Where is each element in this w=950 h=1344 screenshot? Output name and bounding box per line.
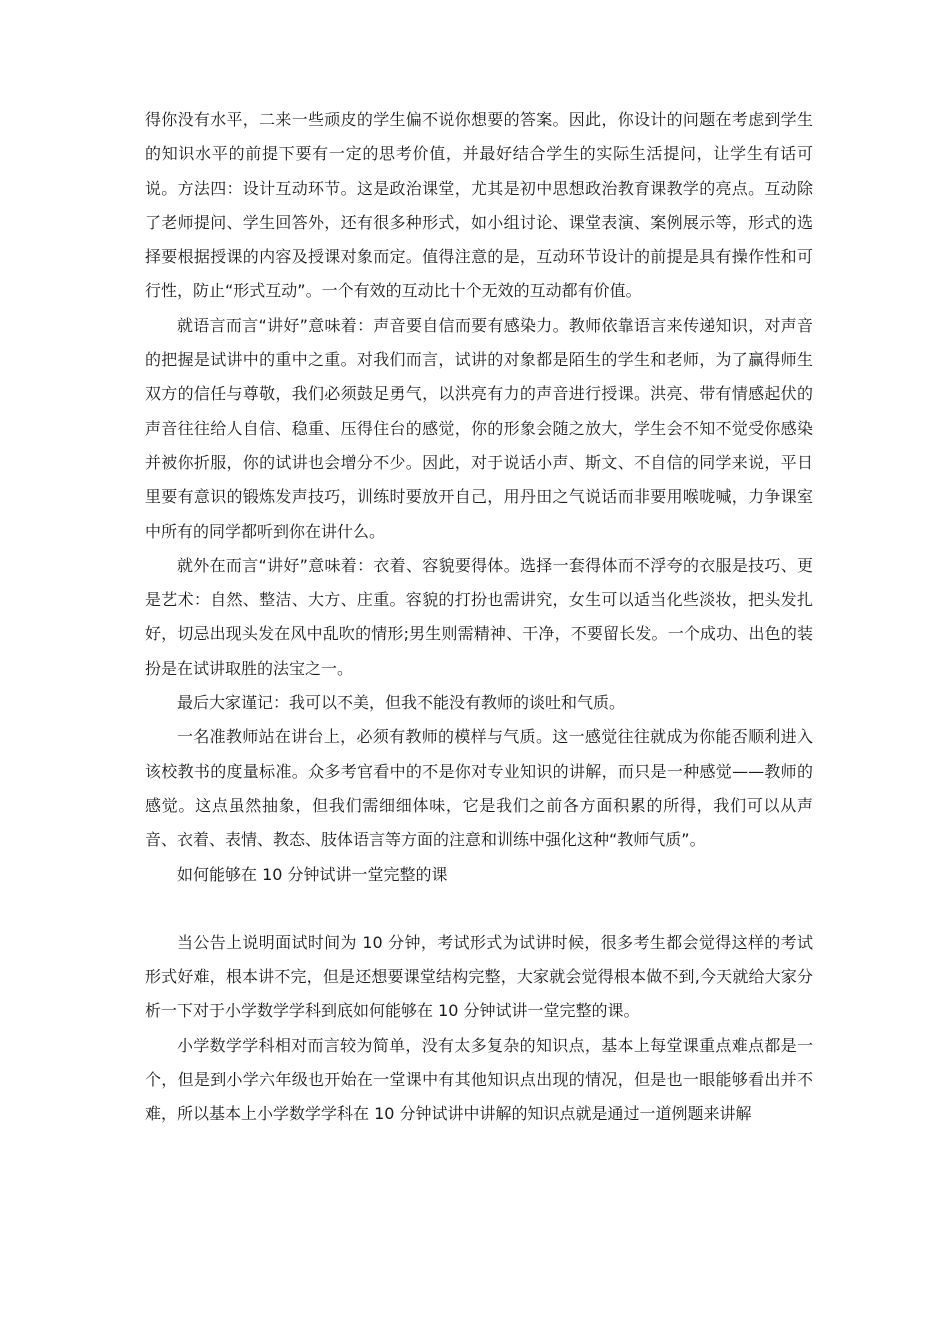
paragraph-appearance: 就外在而言“讲好”意味着：衣着、容貌要得体。选择一套得体而不浮夸的衣服是技巧、更是艺术：自然、整洁、大方、庄重。容貌的打扮也需讲究，女生可以适当化些淡妆，把头发扎好，切忌出现头发在风中乱吹的情形;男生则需精神、干净，不要留长发。一个成功、出色的装扮是在试讲取胜的法宝之一。	[145, 555, 813, 678]
document-body	[145, 103, 813, 1132]
section-heading: 如何能够在 10 分钟试讲一堂完整的课	[177, 864, 448, 884]
blank-line	[145, 892, 813, 926]
paragraph-language: 就语言而言“讲好”意味着：声音要自信而要有感染力。教师依靠语言来传递知识，对声音的把握是试讲中的重中之重。对我们而言，试讲的对象都是陌生的学生和老师，为了赢得师生双方的信任与尊敬，我们必须鼓足勇气，以洪亮有力的声音进行授课。洪亮、带有情感起伏的声音往往给人自信、稳重、压得住台的感觉，你的形象会随之放大，学生会不知不觉受你感染并被你折服，你的试讲也会增分不少。因此，对于说话小声、斯文、不自信的同学来说，平日里要有意识的锻炼发声技巧，训练时要放开自己，用丹田之气说话而非要用喉咙喊，力争课室中所有的同学都听到你在讲什么。	[145, 315, 813, 541]
paragraph-interaction-methods: 得你没有水平，二来一些顽皮的学生偏不说你想要的答案。因此，你设计的问题在考虑到学生的知识水平的前提下要有一定的思考价值，并最好结合学生的实际生活提问，让学生有话可说。方法四：设计互动环节。这是政治课堂，尤其是初中思想政治教育课教学的亮点。互动除了老师提问、学生回答外，还有很多种形式，如小组讨论、课堂表演、案例展示等，形式的选择要根据授课的内容及授课对象而定。值得注意的是，互动环节设计的前提是具有操作性和可行性，防止“形式互动”。一个有效的互动比十个无效的互动都有价值。	[145, 110, 813, 301]
paragraph-primary-math: 小学数学学科相对而言较为简单，没有太多复杂的知识点，基本上每堂课重点难点都是一个，但是到小学六年级也开始在一堂课中有其他知识点出现的情况，但是也一眼能够看出并不难，所以基本上小学数学学科在 10 分钟试讲中讲解的知识点就是通过一道例题来讲解	[145, 1035, 813, 1124]
paragraph-teacher-temperament: 一名准教师站在讲台上，必须有教师的模样与气质。这一感觉往往就成为你能否顺利进入该校教书的度量标准。众多考官看中的不是你对专业知识的讲解，而只是一种感觉——教师的感觉。这点虽然抽象，但我们需细细体味，它是我们之前各方面积累的所得，我们可以从声音、衣着、表情、教态、肢体语言等方面的注意和训练中强化这种“教师气质”。	[145, 727, 813, 850]
paragraph-ten-minute-intro: 当公告上说明面试时间为 10 分钟，考试形式为试讲时候，很多考生都会觉得这样的考试形式好难，根本讲不完，但是还想要课堂结构完整，大家就会觉得根本做不到,今天就给大家分析一下对于小学数学学科到底如何能够在 10 分钟试讲一堂完整的课。	[145, 932, 813, 1021]
paragraph-remember: 最后大家谨记：我可以不美，但我不能没有教师的谈吐和气质。	[177, 693, 626, 713]
